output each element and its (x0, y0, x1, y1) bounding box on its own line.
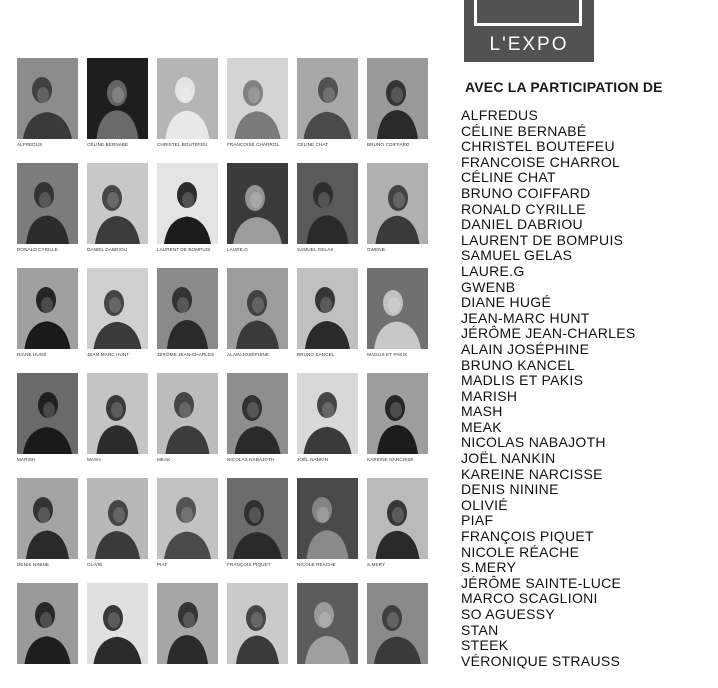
portrait-image (157, 58, 218, 139)
portrait-photo (227, 58, 288, 139)
portrait-image (87, 58, 148, 139)
portrait-image (157, 583, 218, 664)
participant-name: BRUNO COIFFARD (461, 184, 591, 201)
participant-name: LAURENT DE BOMPUIS (461, 231, 624, 248)
participant-name: FRANCOISE CHARROL (461, 153, 621, 170)
participant-name: CHRISTEL BOUTEFEU (461, 138, 615, 155)
participant-name: CÉLINE BERNABÉ (461, 122, 587, 139)
portrait-image (17, 478, 78, 559)
portrait-image (367, 583, 428, 664)
portrait-image (17, 373, 78, 454)
portrait-photo (87, 163, 148, 244)
participant-name: KAREINE NARCISSE (461, 465, 603, 482)
portrait-image (87, 478, 148, 559)
portrait-caption: ALAIN JOSÉPHINE (227, 352, 270, 357)
participant-name: JÉRÔME JEAN-CHARLES (461, 325, 636, 342)
portrait-photo (367, 58, 428, 139)
artist-portrait (297, 58, 358, 163)
portrait-caption: RONALD CYRILLE (17, 247, 58, 252)
artist-portrait (227, 268, 288, 373)
portrait-photo (157, 58, 218, 139)
participant-name: CÉLINE CHAT (461, 169, 556, 186)
artist-portrait (157, 163, 218, 268)
portrait-image (87, 268, 148, 349)
artist-portrait (297, 478, 358, 583)
portrait-caption: GWENB (367, 247, 385, 252)
portrait-caption: JÉRÔME JEAN-CHARLES (157, 352, 215, 357)
participant-name: SAMUEL GELAS (461, 247, 573, 264)
portrait-caption: OLIVIÉ (87, 562, 103, 567)
portrait-photo (227, 373, 288, 454)
portrait-image (297, 583, 358, 664)
portrait-image (367, 163, 428, 244)
portrait-photo (297, 478, 358, 559)
portrait-photo (297, 268, 358, 349)
participant-name: MEAK (461, 418, 502, 435)
logo-title: L'EXPO (489, 34, 569, 55)
portrait-image (367, 268, 428, 349)
artist-portrait (17, 58, 78, 163)
artist-portrait (227, 58, 288, 163)
participant-name: MADLIS ET PAKIS (461, 372, 584, 389)
portrait-caption: DENIS NININE (17, 562, 50, 567)
portrait-photo (227, 478, 288, 559)
artist-portrait (157, 268, 218, 373)
portrait-caption: MADLIS ET PAKIS (367, 352, 408, 357)
portrait-photo (227, 583, 288, 664)
participant-name: NICOLE RÉACHE (461, 543, 580, 560)
portrait-image (157, 373, 218, 454)
portrait-photo (17, 268, 78, 349)
artist-portrait (17, 478, 78, 583)
participant-name: RONALD CYRILLE (461, 200, 586, 217)
portrait-image (87, 373, 148, 454)
participant-name: JEAN-MARC HUNT (461, 309, 590, 326)
portrait-photo (367, 478, 428, 559)
portrait-photo (17, 373, 78, 454)
portrait-caption: ALFREDUS (17, 142, 43, 147)
portrait-caption: BRUNO KANCEL (297, 352, 335, 357)
portrait-photo (87, 478, 148, 559)
artist-portrait (297, 373, 358, 478)
artist-portrait (17, 583, 78, 688)
portrait-photo (157, 163, 218, 244)
portrait-image (367, 58, 428, 139)
portrait-caption: LAURE.G (227, 247, 248, 252)
portrait-photo (227, 163, 288, 244)
artist-portrait (17, 163, 78, 268)
portrait-image (297, 58, 358, 139)
artist-portrait (87, 163, 148, 268)
participant-name: FRANÇOIS PIQUET (461, 528, 594, 545)
participant-name: ALFREDUS (461, 107, 539, 123)
logo-frame (474, 0, 582, 26)
portrait-photo (227, 268, 288, 349)
artist-portrait (367, 373, 428, 478)
portrait-photo (297, 163, 358, 244)
portrait-image (157, 163, 218, 244)
portrait-caption: CHRISTEL BOUTEFEU (157, 142, 208, 147)
portrait-photo (297, 583, 358, 664)
portrait-caption: BRUNO COIFFARD (367, 142, 410, 147)
participant-name: MARCO SCAGLIONI (461, 590, 598, 607)
participants-heading: AVEC LA PARTICIPATION DE (465, 79, 663, 95)
portrait-photo (367, 268, 428, 349)
portrait-caption: DIANE HUGÉ (17, 352, 47, 357)
artist-portrait (297, 268, 358, 373)
portrait-caption: FRANCOISE CHARROL (227, 142, 280, 147)
portrait-caption: CÉLINE CHAT (297, 142, 329, 147)
artist-portrait (227, 373, 288, 478)
artist-portrait (157, 583, 218, 688)
artist-portrait (17, 373, 78, 478)
participant-name: BRUNO KANCEL (461, 356, 576, 373)
portrait-image (297, 373, 358, 454)
portrait-photo (157, 478, 218, 559)
artist-portrait (227, 583, 288, 688)
portrait-image (367, 478, 428, 559)
participant-name: NICOLAS NABAJOTH (461, 434, 606, 451)
portrait-caption: JOËL NANKIN (297, 457, 329, 462)
participant-name: VÉRONIQUE STRAUSS (461, 652, 621, 669)
portrait-caption: PIAF (157, 562, 168, 567)
participant-name: DIANE HUGÉ (461, 294, 552, 311)
artist-portrait (17, 268, 78, 373)
portrait-photo (367, 583, 428, 664)
portrait-image (227, 583, 288, 664)
artist-portrait (87, 58, 148, 163)
portrait-photo (87, 373, 148, 454)
portrait-caption: JEAN-MARC HUNT (87, 352, 130, 357)
portrait-image (227, 268, 288, 349)
participant-name: MARISH (461, 387, 518, 404)
portrait-caption: NICOLAS NABAJOTH (227, 457, 275, 462)
participant-name: STEEK (461, 637, 509, 654)
artist-portrait (87, 268, 148, 373)
portrait-photo (87, 58, 148, 139)
portrait-caption: MASH (87, 457, 101, 462)
artist-portrait (297, 163, 358, 268)
portrait-image (227, 373, 288, 454)
participant-name: LAURE.G (461, 262, 525, 279)
portrait-caption: S.MERY (367, 562, 386, 567)
participant-name: DENIS NININE (461, 481, 559, 498)
portrait-image (297, 163, 358, 244)
participant-name: JOËL NANKIN (461, 450, 556, 467)
portrait-image (17, 583, 78, 664)
portrait-photo (297, 373, 358, 454)
portrait-image (17, 163, 78, 244)
portrait-image (367, 373, 428, 454)
portrait-image (157, 478, 218, 559)
portrait-caption: DANIEL DABRIOU (87, 247, 128, 252)
artist-portrait (87, 583, 148, 688)
participant-name: S.MERY (461, 559, 517, 576)
portrait-caption: LAURENT DE BOMPUIS (157, 247, 211, 252)
artist-portrait (157, 373, 218, 478)
expo-logo (464, 0, 594, 62)
portrait-photo (17, 478, 78, 559)
participant-name: MASH (461, 403, 503, 420)
participant-name: STAN (461, 621, 499, 638)
participant-name: JÉRÔME SAINTE-LUCE (461, 574, 622, 591)
portrait-image (87, 163, 148, 244)
participant-name: OLIVIÉ (461, 496, 508, 513)
portrait-image (227, 58, 288, 139)
artist-portrait (87, 478, 148, 583)
artist-portrait (297, 583, 358, 688)
portrait-photo (17, 58, 78, 139)
portrait-image (227, 163, 288, 244)
portrait-image (87, 583, 148, 664)
artist-portrait (367, 583, 428, 688)
artist-portrait (367, 163, 428, 268)
portrait-photo (367, 373, 428, 454)
portrait-photo (87, 583, 148, 664)
artist-portrait (87, 373, 148, 478)
portrait-caption: NICOLE RÉACHE (297, 562, 336, 567)
portrait-photo (157, 583, 218, 664)
artist-portrait (367, 58, 428, 163)
artist-portrait (367, 478, 428, 583)
portrait-caption: KAREINE NARCISSE (367, 457, 414, 462)
portrait-photo (367, 163, 428, 244)
portrait-caption: FRANÇOIS PIQUET (227, 562, 271, 567)
portrait-image (297, 478, 358, 559)
portrait-image (17, 268, 78, 349)
participant-name: SO AGUESSY (461, 606, 556, 622)
portrait-caption: SAMUEL GELAS (297, 247, 334, 252)
artist-portrait (157, 58, 218, 163)
portrait-photo (17, 163, 78, 244)
artist-portrait (367, 268, 428, 373)
participant-name: GWENB (461, 278, 516, 295)
portrait-caption: MARISH (17, 457, 36, 462)
participant-name: ALAIN JOSÉPHINE (461, 340, 590, 357)
portrait-image (17, 58, 78, 139)
portrait-image (227, 478, 288, 559)
artist-portrait (157, 478, 218, 583)
artist-portrait (227, 163, 288, 268)
participant-name: DANIEL DABRIOU (461, 216, 583, 233)
portrait-image (297, 268, 358, 349)
artist-portrait (227, 478, 288, 583)
participants-list (461, 108, 636, 669)
portrait-caption: CÉLINE BERNABÉ (87, 142, 129, 147)
portrait-caption: MEAK (157, 457, 171, 462)
portrait-photo (87, 268, 148, 349)
portrait-grid (17, 58, 428, 688)
portrait-photo (297, 58, 358, 139)
portrait-photo (17, 583, 78, 664)
participant-name: PIAF (461, 512, 494, 529)
portrait-photo (157, 373, 218, 454)
portrait-image (157, 268, 218, 349)
portrait-photo (157, 268, 218, 349)
